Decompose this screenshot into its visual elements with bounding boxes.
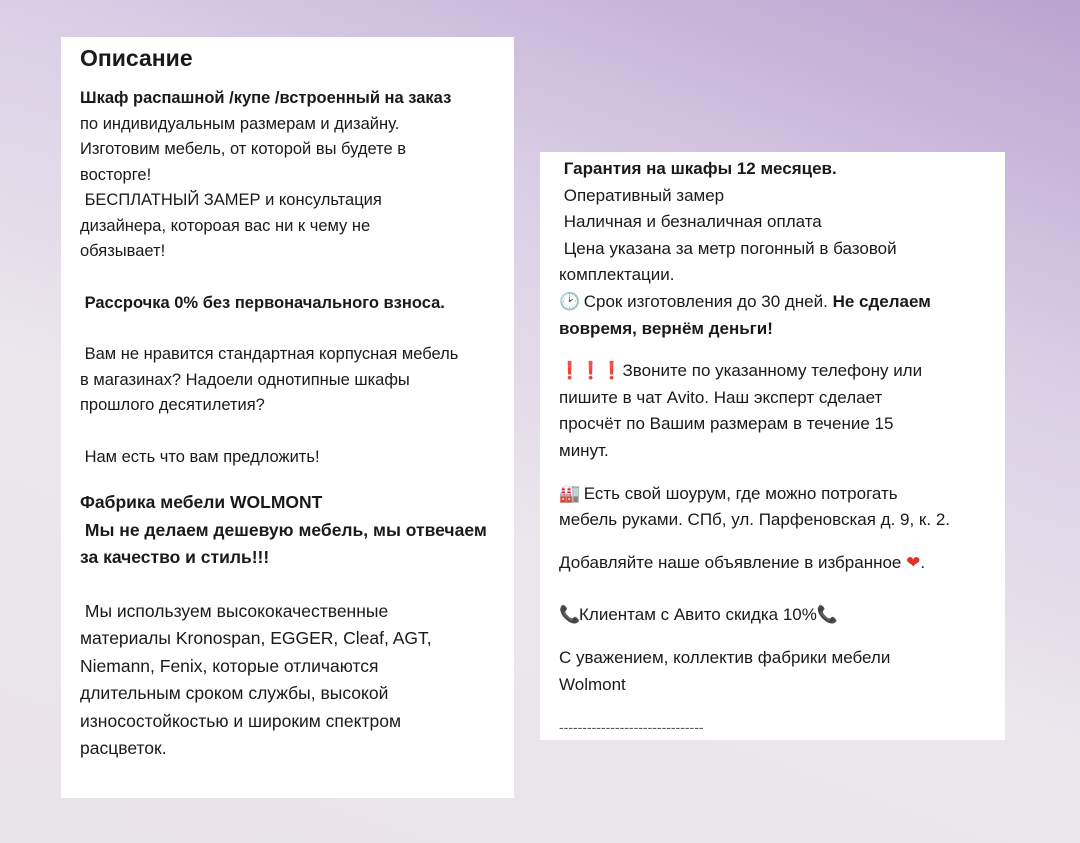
- showroom-address: мебель руками. СПб, ул. Парфеновская д. 9, к. 2.: [559, 510, 950, 530]
- slogan-text: Мы не делаем дешевую мебель, мы отвечаем за качество и стиль!!!: [80, 519, 487, 567]
- discount-line: [559, 602, 995, 629]
- product-headline: Шкаф распашной /купе /встроенный на заказ: [80, 89, 452, 107]
- exclamation-icons: ❗❗❗: [559, 361, 623, 381]
- deadline-text: Срок изготовления до 30 дней.: [579, 291, 833, 311]
- offer-text: Нам есть что вам предложить!: [80, 447, 320, 466]
- call-text: пишите в чат Avito. Наш эксперт сделает просчёт по Вашим размерам в течение 15 минут.: [559, 387, 894, 460]
- showroom-paragraph: [559, 481, 995, 534]
- materials-paragraph: Мы используем высококачественные материалы Kronospan, EGGER, Cleaf, AGT, Niemann, Fenix, которые отличаются длительным сроком службы, высокой износостойкостью и широким спектром расцветок.: [80, 600, 432, 758]
- installment-text: Рассрочка 0% без первоначального взноса.: [80, 293, 445, 312]
- description-card-left: [61, 37, 514, 798]
- factory-icon: 🏭: [559, 483, 581, 504]
- description-card-right: [540, 152, 1005, 740]
- deadline-line: [559, 289, 995, 316]
- phone-icon: 📞: [559, 605, 581, 626]
- divider-line: -------------------------------: [559, 719, 704, 736]
- factory-name: Фабрика мебели WOLMONT: [80, 492, 323, 512]
- description-title: Описание: [80, 45, 193, 71]
- clock-icon: 🕑: [559, 291, 581, 312]
- intro-paragraph: [80, 86, 506, 265]
- favorites-text: Добавляйте наше объявление в избранное: [559, 552, 907, 572]
- showroom-line-1: Есть свой шоурум, где можно потрогать: [579, 483, 898, 503]
- call-line-1: Звоните по указанному телефону или: [622, 361, 923, 381]
- call-paragraph: [559, 358, 995, 464]
- intro-text: по индивидуальным размерам и дизайну. Изготовим мебель, от которой вы будете в восторге! БЕСПЛАТНЫЙ ЗАМЕР и консультация дизайнера, котороая вас ни к чему не обязывает!: [80, 114, 407, 260]
- phone-icon-2: 📞: [816, 605, 839, 626]
- discount-text: Клиентам с Авито скидка 10%: [579, 605, 817, 625]
- heart-icon: ❤: [906, 552, 921, 572]
- regards-text: С уважением, коллектив фабрики мебели Wolmont: [559, 647, 891, 694]
- not-like-paragraph: Вам не нравится стандартная корпусная мебель в магазинах? Надоели однотипные шкафы прошлого десятилетия?: [80, 345, 459, 414]
- features-list: Оперативный замер Наличная и безналичная оплата Цена указана за метр погонный в базовой комплектации.: [559, 185, 897, 285]
- deadline-guarantee-1: Не сделаем: [832, 291, 931, 311]
- warranty-text: Гарантия на шкафы 12 месяцев.: [559, 159, 837, 178]
- favorites-line: Добавляйте наше объявление в избранное ❤.: [559, 552, 926, 572]
- deadline-guarantee-2: вовремя, вернём деньги!: [559, 318, 773, 338]
